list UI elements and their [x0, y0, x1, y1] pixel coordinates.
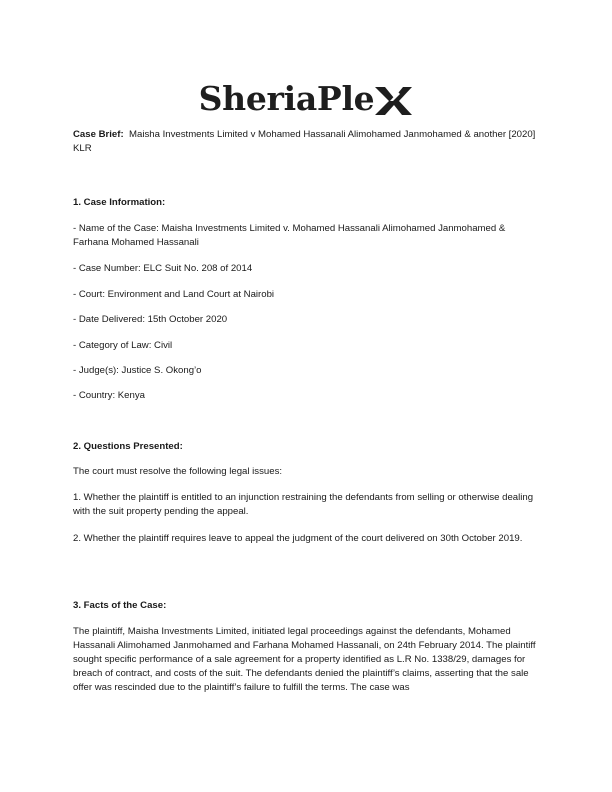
section-heading-facts: 3. Facts of the Case:: [73, 600, 167, 611]
case-brief-label: Case Brief:: [73, 129, 124, 140]
category-of-law-item: - Category of Law: Civil: [73, 340, 173, 351]
date-delivered-item: - Date Delivered: 15th October 2020: [73, 314, 228, 325]
question-item: 1. Whether the plaintiff is entitled to an injunction restraining the defendants from selling or otherwise dealing with the suit property pending the appeal.: [73, 492, 534, 517]
case-brief-title: Maisha Investments Limited v Mohamed Hassanali Alimohamed Janmohamed & another [2020] KLR: [73, 129, 536, 154]
section-heading-case-information: 1. Case Information:: [73, 197, 166, 208]
country-item: - Country: Kenya: [73, 390, 145, 401]
court-item: - Court: Environment and Land Court at Nairobi: [73, 289, 275, 300]
case-name-item: - Name of the Case: Maisha Investments Limited v. Mohamed Hassanali Alimohamed Janmohamed & Farhana Mohamed Hassanali: [73, 223, 506, 248]
case-brief: [73, 128, 543, 156]
judges-item: - Judge(s): Justice S. Okong’o: [73, 365, 202, 376]
section-heading-questions-presented: 2. Questions Presented:: [73, 441, 183, 452]
sheriaplex-logo: [0, 78, 612, 120]
logo-wordmark: SheriaPle: [198, 79, 375, 118]
case-number-item: - Case Number: ELC Suit No. 208 of 2014: [73, 263, 253, 274]
x-letter-icon: [373, 84, 413, 118]
facts-paragraph: The plaintiff, Maisha Investments Limited, initiated legal proceedings against the defendants, Mohamed Hassanali Alimohamed Janmohamed and Farhana Mohamed Hassanali, on 24th February 2014. The plaintiff sought specific performance of a sale agreement for a property identified as L.R No. 1338/29, damages for breach of contract, and costs of the suit. The defendants denied the plaintiff’s claims, asserting that the sale offer was rescinded due to the plaintiff’s failure to fulfill the terms. The case was: [73, 626, 536, 693]
question-item: 2. Whether the plaintiff requires leave to appeal the judgment of the court delivered on 30th October 2019.: [73, 533, 523, 544]
questions-intro: The court must resolve the following legal issues:: [73, 466, 283, 477]
